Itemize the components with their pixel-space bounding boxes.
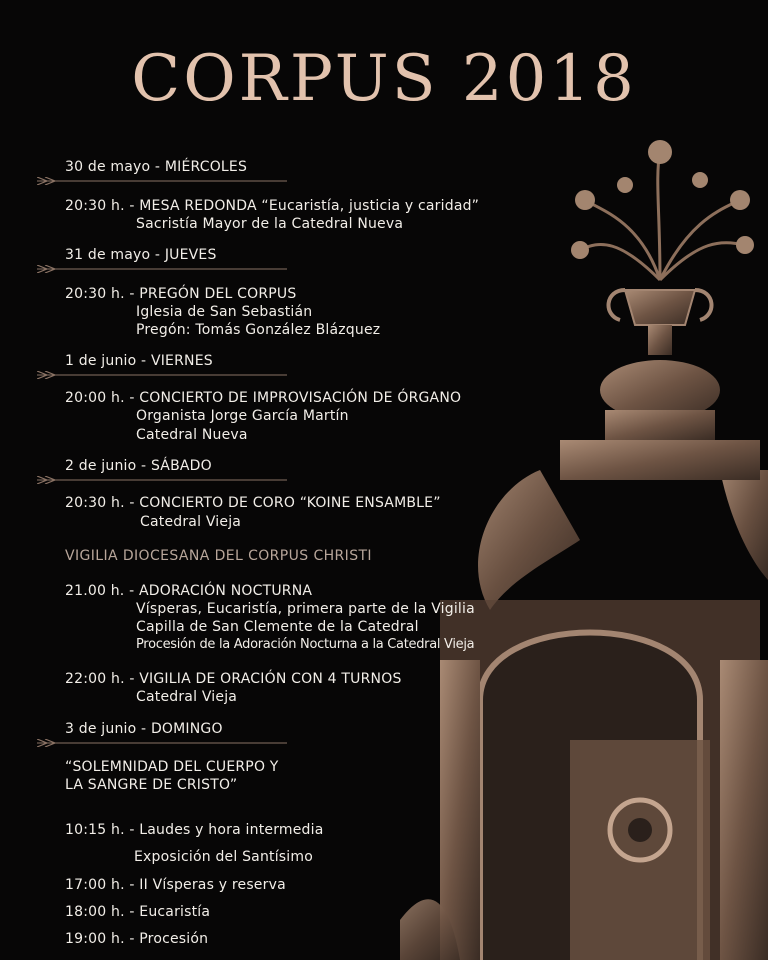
sunday-title: LA SANGRE DE CRISTO” bbox=[65, 777, 238, 793]
schedule-item: 18:00 h. - Eucaristía bbox=[65, 904, 211, 920]
arrow-rule-icon bbox=[37, 177, 287, 185]
day-label: 1 de junio - VIERNES bbox=[65, 353, 213, 369]
schedule-item: 17:00 h. - II Vísperas y reserva bbox=[65, 877, 286, 893]
day-label: 31 de mayo - JUEVES bbox=[65, 247, 217, 263]
vigil-heading: VIGILIA DIOCESANA DEL CORPUS CHRISTI bbox=[65, 548, 372, 564]
event-title: 20:00 h. - CONCIERTO DE IMPROVISACIÓN DE ÓRGANO bbox=[65, 390, 462, 406]
day-header bbox=[37, 721, 287, 753]
day-label: 30 de mayo - MIÉRCOLES bbox=[65, 159, 248, 175]
page-title: CORPUS 2018 bbox=[131, 42, 637, 116]
arrow-rule-icon bbox=[37, 476, 287, 484]
day-label: 2 de junio - SÁBADO bbox=[65, 458, 212, 474]
day-header bbox=[37, 353, 287, 385]
event-title: 22:00 h. - VIGILIA DE ORACIÓN CON 4 TURNOS bbox=[65, 671, 402, 687]
day-header bbox=[37, 159, 287, 191]
event-title: 20:30 h. - CONCIERTO DE CORO “KOINE ENSAMBLE” bbox=[65, 495, 441, 511]
day-header bbox=[37, 458, 287, 490]
event-speaker: Pregón: Tomás González Blázquez bbox=[136, 322, 381, 338]
schedule-item: Exposición del Santísimo bbox=[134, 849, 313, 865]
arrow-rule-icon bbox=[37, 265, 287, 273]
event-title: 20:30 h. - MESA REDONDA “Eucaristía, justicia y caridad” bbox=[65, 198, 480, 214]
event-place: Iglesia de San Sebastián bbox=[136, 304, 313, 320]
event-place: Sacristía Mayor de la Catedral Nueva bbox=[136, 216, 404, 232]
event-place: Capilla de San Clemente de la Catedral bbox=[136, 619, 419, 635]
event-procession: Procesión de la Adoración Nocturna a la Catedral Vieja bbox=[136, 637, 475, 652]
event-organist: Organista Jorge García Martín bbox=[136, 408, 349, 424]
arrow-rule-icon bbox=[37, 371, 287, 379]
event-detail: Vísperas, Eucaristía, primera parte de la Vigilia bbox=[136, 601, 475, 617]
event-title: 21.00 h. - ADORACIÓN NOCTURNA bbox=[65, 583, 313, 599]
event-place: Catedral Vieja bbox=[136, 689, 238, 705]
schedule-item: 10:15 h. - Laudes y hora intermedia bbox=[65, 822, 324, 838]
sunday-title: “SOLEMNIDAD DEL CUERPO Y bbox=[65, 759, 279, 775]
event-place: Catedral Nueva bbox=[136, 427, 248, 443]
day-header bbox=[37, 247, 287, 279]
schedule-item: 19:00 h. - Procesión bbox=[65, 931, 209, 947]
arrow-rule-icon bbox=[37, 739, 287, 747]
day-label: 3 de junio - DOMINGO bbox=[65, 721, 223, 737]
event-title: 20:30 h. - PREGÓN DEL CORPUS bbox=[65, 286, 297, 302]
event-place: Catedral Vieja bbox=[140, 514, 242, 530]
